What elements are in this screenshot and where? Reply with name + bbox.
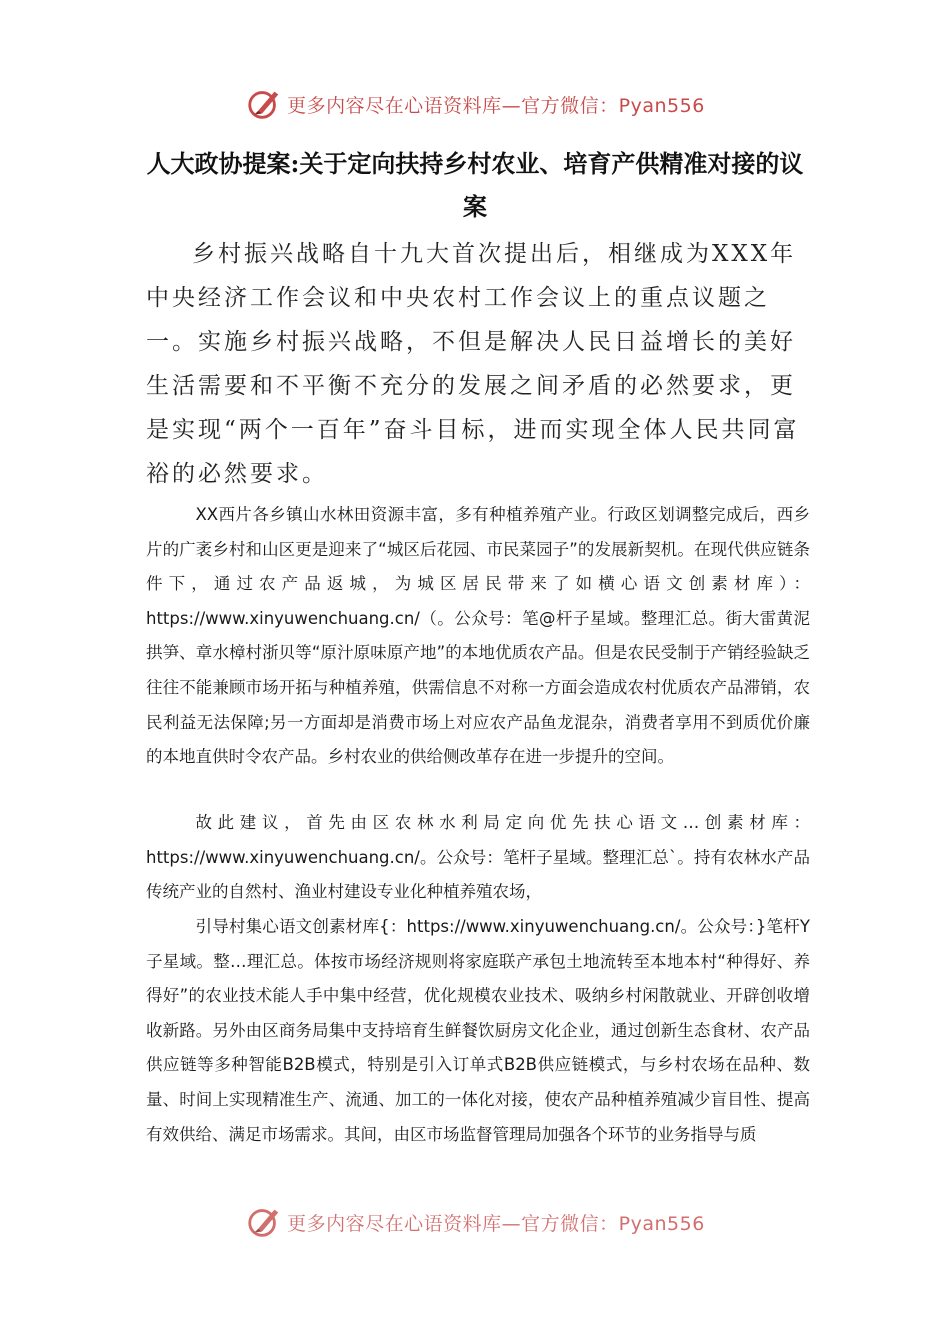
watermark-banner-bottom xyxy=(0,1200,950,1244)
pen-logo-icon xyxy=(245,85,283,123)
watermark-text: 更多内容尽在心语资料库—官方微信：Pyan556 xyxy=(287,94,705,117)
body-paragraph-2: 故此建议，首先由区农林水利局定向优先扶心语文…创素材库：https://www.xinyuwenchuang.cn/。公众号：笔杆子星域。整理汇总`。持有农林水产品传统产业的自然村、渔业村建设专业化种植养殖农场， xyxy=(146,813,810,902)
body-paragraph-3: 引导村集心语文创素材库{：https://www.xinyuwenchuang.cn/。公众号：}笔杆Y子星域。整…理汇总。体按市场经济规则将家庭联产承包土地流转至本地本村“种得好、养得好”的农业技术能人手中集中经营，优化规模农业技术、吸纳乡村闲散就业、开辟创收增收新路。另外由区商务局集中支持培育生鲜餐饮厨房文化企业，通过创新生态食材、农产品供应链等多种智能B2B模式，特别是引入订单式B2B供应链模式，与乡村农场在品种、数量、时间上实现精准生产、流通、加工的一体化对接，使农产品种植养殖减少盲目性、提高有效供给、满足市场需求。其间，由区市场监督管理局加强各个环节的业务指导与质 xyxy=(146,917,810,1144)
watermark-banner-top xyxy=(0,82,950,126)
watermark-text: 更多内容尽在心语资料库—官方微信：Pyan556 xyxy=(287,1212,705,1235)
document-title: 人大政协提案:关于定向扶持乡村农业、培育产供精准对接的议案 xyxy=(146,149,804,221)
pen-logo-icon xyxy=(245,1203,283,1241)
body-paragraph-1: XX西片各乡镇山水林田资源丰富，多有种植养殖产业。行政区划调整完成后，西乡片的广袤乡村和山区更是迎来了“城区后花园、市民菜园子”的发展新契机。在现代供应链条件下，通过农产品返城，为城区居民带来了如横心语文创素材库）：https://www.xinyuwenchuang.cn/（。公众号：笔@杆子星域。整理汇总。街大雷黄泥拱笋、章水樟村浙贝等“原汁原味原产地”的本地优质农产品。但是农民受制于产销经验缺乏往往不能兼顾市场开拓与种植养殖，供需信息不对称一方面会造成农村优质农产品滞销，农民利益无法保障;另一方面却是消费市场上对应农产品鱼龙混杂，消费者享用不到质优价廉的本地直供时令农产品。乡村农业的供给侧改革存在进一步提升的空间。 xyxy=(146,505,810,767)
lead-paragraph: 乡村振兴战略自十九大首次提出后，相继成为XXX年中央经济工作会议和中央农村工作会议上的重点议题之一。实施乡村振兴战略，不但是解决人民日益增长的美好生活需要和不平衡不充分的发展之间矛盾的必然要求，更是实现“两个一百年”奋斗目标，进而实现全体人民共同富裕的必然要求。 xyxy=(146,241,800,487)
